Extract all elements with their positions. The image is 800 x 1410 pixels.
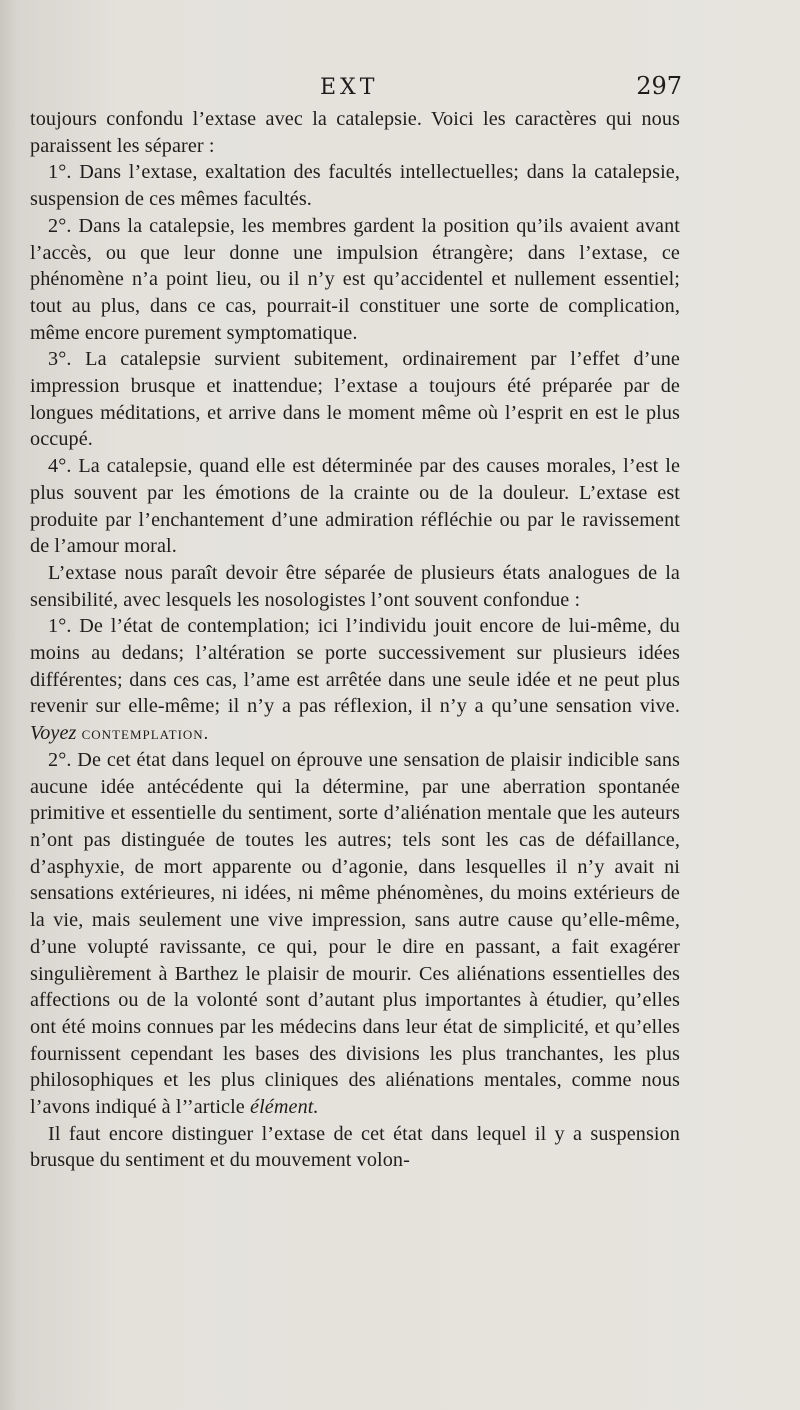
voyez-reference: Voyez bbox=[30, 722, 77, 745]
page-number: 297 bbox=[636, 72, 682, 100]
body-text bbox=[30, 106, 680, 1174]
paragraph-9: Il faut encore distinguer l’extase de cet état dans lequel il y a suspension brusque du sentiment et du mouvement volon- bbox=[30, 1122, 680, 1172]
paragraph-4: 3°. La catalepsie survient subitement, ordinairement par l’effet d’une impression brusque et inattendue; l’extase a toujours été préparée par de longues méditations, et arrive dans le moment même où l’esprit en est le plus occupé. bbox=[30, 348, 680, 451]
paragraph-5: 4°. La catalepsie, quand elle est déterminée par des causes morales, l’est le plus souvent par les émotions de la crainte ou de la douleur. L’extase est produite par l’enchantement d’une admiration réfléchie ou par le ravissement de l’amour moral. bbox=[30, 455, 680, 558]
paragraph-3: 2°. Dans la catalepsie, les membres gardent la position qu’ils avaient avant l’accès, ou que leur donne une impulsion étrangère; dans l’extase, ce phénomène n’a point lieu, ou il n’y est qu’accidentel et nullement essentiel; tout au plus, dans ce cas, pourrait-il constituer une sorte de complication, même encore purement symptomatique. bbox=[30, 214, 680, 344]
paragraph-1: toujours confondu l’extase avec la catalepsie. Voici les caractères qui nous paraissent les séparer : bbox=[30, 108, 680, 157]
paragraph-6: L’extase nous paraît devoir être séparée de plusieurs états analogues de la sensibilité, avec lesquels les nosologistes l’ont souvent confondue : bbox=[30, 561, 680, 611]
element-reference: élément. bbox=[250, 1096, 319, 1119]
paragraph-2: 1°. Dans l’extase, exaltation des facultés intellectuelles; dans la catalepsie, suspension de ces mêmes facultés. bbox=[30, 161, 680, 211]
paragraph-8 bbox=[30, 747, 680, 1121]
paragraph-8-text: 2°. De cet état dans lequel on éprouve une sensation de plaisir indicible sans aucune idée antécédente qui la détermine, par une aberration spontanée primitive et essentielle du sentiment, sorte d’aliénation mentale que les auteurs n’ont pas distinguée de toutes les autres; tels sont les cas de défaillance, d’asphyxie, de mort apparente ou d’agonie, dans lesquelles il n’y avait ni sensations extérieures, ni idées, ni même phénomènes, du moins extérieurs de la vie, mais seulement une vive impression, sans autre cause qu’elle-même, d’une volupté ravissante, ce qui, pour le dire en passant, a fait exagérer singulièrement à Barthez le plaisir de mourir. Ces aliénations essentielles des affections ou de la volonté sont d’autant plus importantes à étudier, qu’elles ont été moins connues par les médecins dans leur état de simplicité, et qu’elles fournissent cependant les bases des divisions les plus tranchantes, les plus philosophiques et les plus cliniques des aliénations mentales, comme nous l’avons indiqué à l’’article bbox=[30, 748, 680, 1119]
contemplation-reference: contemplation. bbox=[81, 723, 210, 744]
paragraph-7-text: 1°. De l’état de contemplation; ici l’individu jouit encore de lui-même, du moins au dedans; l’altération se porte successivement sur plusieurs idées différentes; dans ces cas, l’ame est arrêtée dans une seule idée et ne peut plus revenir sur elle-même; il n’y a pas réflexion, il n’y a qu’une sensation vive. bbox=[30, 615, 680, 718]
paragraph-7 bbox=[30, 613, 680, 747]
page-header bbox=[30, 72, 680, 100]
running-head: EXT bbox=[320, 75, 379, 100]
